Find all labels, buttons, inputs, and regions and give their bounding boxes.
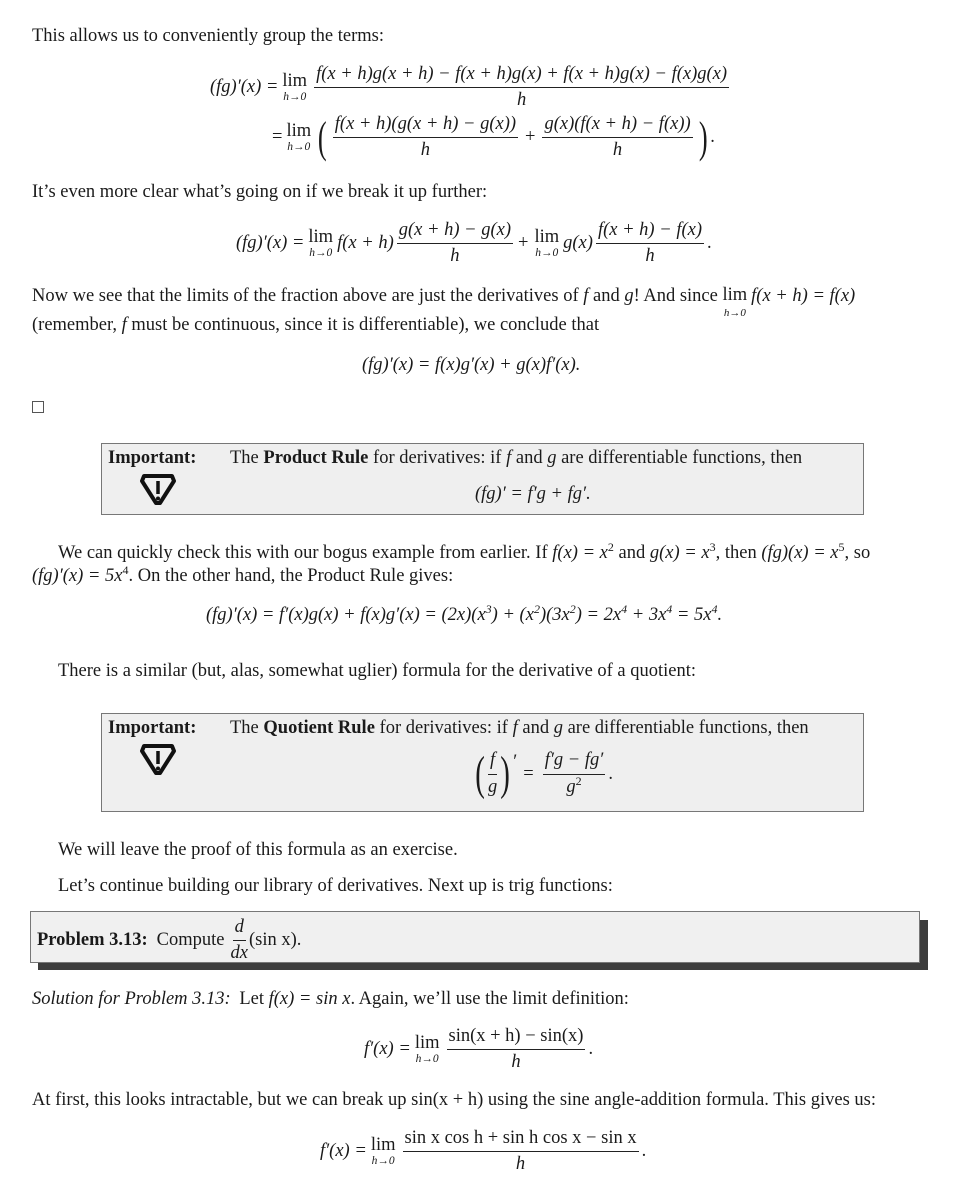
right-paren: ) xyxy=(500,747,511,800)
rule-name: Product Rule xyxy=(263,448,369,468)
inline-limit xyxy=(722,286,747,319)
var-g: g xyxy=(553,718,563,738)
math: (fg)′(x) = f′(x)g(x) + f(x)g′(x) = (2x)(x xyxy=(206,605,486,625)
problem-box xyxy=(30,911,920,963)
product-rule-check xyxy=(206,602,723,626)
lim-subscript: h→0 xyxy=(723,306,746,319)
eq6-limit xyxy=(415,1034,440,1066)
bogus-example-line1 xyxy=(58,540,871,564)
eq7-limit xyxy=(371,1136,396,1168)
text: . Again, we’ll use the limit definition: xyxy=(350,989,629,1009)
derivatives-paragraph-line2 xyxy=(32,315,599,336)
text: must be continuous, since it is differentiable), we conclude that xyxy=(126,315,600,335)
equals: = xyxy=(523,763,534,784)
lim-text: lim xyxy=(370,1134,396,1155)
right-paren: ) xyxy=(698,112,708,162)
sine-limit-definition xyxy=(364,1026,593,1074)
eq3-numerator-1: g(x + h) − g(x) xyxy=(397,220,513,244)
var-f: f xyxy=(583,286,589,306)
exponent: 2 xyxy=(575,773,582,788)
text: are differentiable functions, then xyxy=(556,448,803,468)
math: (fg)′(x) = 5x xyxy=(32,566,123,586)
trig-intro-paragraph: Let’s continue building our library of derivatives. Next up is trig functions: xyxy=(58,876,613,896)
text: and xyxy=(613,543,650,563)
important-text xyxy=(230,718,809,739)
math: ) + (x xyxy=(491,605,534,625)
exercise-paragraph: We will leave the proof of this formula as an exercise. xyxy=(58,840,458,860)
important-box-product-rule xyxy=(101,443,864,515)
eq3-term-1: f(x + h) xyxy=(337,233,394,254)
eq3-limit-1 xyxy=(308,228,333,260)
eq6-lhs: f′(x) = xyxy=(364,1039,411,1060)
warning-icon xyxy=(140,472,176,506)
lhs-numerator: f xyxy=(488,750,497,774)
problem-expression: (sin x). xyxy=(248,930,302,951)
lim-text: lim xyxy=(282,70,308,91)
period: . xyxy=(588,1039,594,1060)
eq2-numerator-2: g(x)(f(x + h) − f(x)) xyxy=(542,114,692,138)
eq6-numerator: sin(x + h) − sin(x) xyxy=(447,1026,586,1050)
eq2-fraction-1 xyxy=(333,114,518,162)
text: , so xyxy=(844,543,871,563)
eq1-numerator: f(x + h)g(x + h) − f(x + h)g(x) + f(x + h)g(x) − f(x)g(x) xyxy=(314,64,729,88)
eq3-lhs: (fg)′(x) = xyxy=(236,233,305,254)
exponent: 4 xyxy=(711,602,718,616)
rhs-fraction xyxy=(543,750,606,798)
text: and xyxy=(588,286,625,306)
qed-symbol xyxy=(32,401,44,413)
text: . On the other hand, the Product Rule gives: xyxy=(128,566,454,586)
eq7-fraction xyxy=(403,1128,639,1176)
text: The xyxy=(230,718,264,738)
plus-sign: + xyxy=(518,233,529,254)
eq2-numerator-1: f(x + h)(g(x + h) − g(x)) xyxy=(333,114,518,138)
product-rule-result: (fg)′(x) = f(x)g′(x) + g(x)f′(x). xyxy=(362,355,581,375)
period: . xyxy=(710,127,715,148)
derivative-operator xyxy=(230,917,247,965)
text: (remember, xyxy=(32,315,122,335)
eq2-limit xyxy=(286,122,311,154)
period: . xyxy=(641,1141,647,1162)
sine-expanded-limit xyxy=(320,1128,646,1176)
important-label: Important: xyxy=(108,448,197,468)
eq1-limit xyxy=(282,72,307,104)
var-f: f xyxy=(512,718,518,738)
eq1-lhs: (fg)′(x) = xyxy=(210,77,279,98)
exponent: 4 xyxy=(666,602,673,616)
var-f: f xyxy=(121,315,127,335)
lim-subscript: h→0 xyxy=(371,1155,395,1168)
lim-subscript: h→0 xyxy=(535,247,559,260)
problem-text: Compute xyxy=(156,930,225,951)
eq1-denominator: h xyxy=(516,90,527,111)
text: We can quickly check this with our bogus example from earlier. If xyxy=(58,543,553,563)
important-box-quotient-rule xyxy=(101,713,864,812)
equation-group-terms xyxy=(210,64,732,112)
problem-label: Problem 3.13: xyxy=(37,930,148,951)
var-g: g xyxy=(547,448,557,468)
math: = 5x xyxy=(672,605,712,625)
period: . xyxy=(608,763,613,784)
math: f(x) = x xyxy=(552,543,608,563)
exponent: 4 xyxy=(122,563,129,577)
lim-text: lim xyxy=(534,226,560,247)
eq3-numerator-2: f(x + h) − f(x) xyxy=(596,220,704,244)
lim-text: lim xyxy=(722,285,748,305)
exponent: 2 xyxy=(533,602,540,616)
quotient-rule-formula xyxy=(472,747,613,800)
text: using the sine angle-addition formula. This gives us: xyxy=(483,1090,876,1110)
eq7-numerator: sin x cos h + sin h cos x − sin x xyxy=(403,1128,639,1152)
left-paren: ( xyxy=(475,747,485,800)
eq2-fraction-2 xyxy=(542,114,692,162)
equation-factored xyxy=(272,114,715,162)
prime: ′ xyxy=(513,752,518,772)
text: At first, this looks intractable, but we can break up xyxy=(32,1090,412,1110)
math: g(x) = x xyxy=(649,543,710,563)
eq3-denominator-2: h xyxy=(645,246,655,267)
text: are differentiable functions, then xyxy=(562,718,809,738)
text: , then xyxy=(715,543,762,563)
lim-subscript: h→0 xyxy=(415,1053,439,1066)
warning-icon xyxy=(140,742,176,776)
eq7-denominator: h xyxy=(515,1154,526,1175)
text: ! And since xyxy=(633,286,723,306)
important-label: Important: xyxy=(108,718,197,738)
math: (fg)(x) = x xyxy=(761,543,839,563)
equation-split-limits xyxy=(236,220,712,268)
eq3-term-2: g(x) xyxy=(563,233,593,254)
product-rule-formula: (fg)′ = f′g + fg′. xyxy=(475,484,591,504)
lim-subscript: h→0 xyxy=(283,91,307,104)
exponent: 5 xyxy=(838,540,845,554)
math: g xyxy=(566,776,576,797)
break-up-paragraph: It’s even more clear what’s going on if we break it up further: xyxy=(32,182,488,202)
math: f(x) = sin x xyxy=(268,989,351,1009)
problem-statement xyxy=(37,917,301,965)
lim-text: lim xyxy=(308,226,334,247)
text: The xyxy=(230,448,264,468)
lhs-fraction xyxy=(488,750,497,798)
important-text xyxy=(230,448,802,469)
rule-name: Quotient Rule xyxy=(263,718,375,738)
exponent: 3 xyxy=(709,540,716,554)
eq3-denominator-1: h xyxy=(450,246,460,267)
rhs-denominator xyxy=(566,775,581,798)
lim-subscript: h→0 xyxy=(309,247,333,260)
lim-subscript: h→0 xyxy=(287,141,311,154)
d-numerator: d xyxy=(233,917,246,941)
limit-expression: f(x + h) = f(x) xyxy=(751,286,856,306)
var-g: g xyxy=(624,286,634,306)
exponent: 2 xyxy=(607,540,614,554)
period: . xyxy=(707,233,712,254)
solution-intro xyxy=(32,989,629,1010)
eq2-denominator-1: h xyxy=(420,140,431,161)
left-paren: ( xyxy=(318,112,327,162)
text: for derivatives: if xyxy=(368,448,507,468)
text: and xyxy=(511,448,548,468)
exponent: 4 xyxy=(621,602,628,616)
math: ) = 2x xyxy=(575,605,622,625)
quotient-intro-paragraph: There is a similar (but, alas, somewhat uglier) formula for the derivative of a quotient: xyxy=(58,661,697,681)
d-denominator: dx xyxy=(230,943,248,964)
eq2-equals: = xyxy=(272,127,283,148)
plus-sign: + xyxy=(525,127,536,148)
eq6-fraction xyxy=(447,1026,586,1074)
text: Now we see that the limits of the fraction above are just the derivatives of xyxy=(32,286,584,306)
lhs-denominator: g xyxy=(487,776,498,797)
derivatives-paragraph-line1 xyxy=(32,286,855,319)
lim-text: lim xyxy=(286,120,312,141)
eq3-fraction-2 xyxy=(596,220,704,268)
math: . xyxy=(717,605,723,625)
bogus-example-line2 xyxy=(32,563,454,587)
angle-addition-paragraph xyxy=(32,1090,876,1111)
eq2-denominator-2: h xyxy=(612,140,623,161)
var-f: f xyxy=(506,448,512,468)
eq7-lhs: f′(x) = xyxy=(320,1141,367,1162)
math: )(3x xyxy=(539,605,570,625)
math: sin(x + h) xyxy=(411,1090,484,1110)
eq6-denominator: h xyxy=(511,1052,521,1073)
eq3-fraction-1 xyxy=(397,220,513,268)
text: Let xyxy=(239,989,269,1009)
solution-label: Solution for Problem 3.13: xyxy=(32,989,231,1009)
rhs-numerator: f′g − fg′ xyxy=(543,750,606,774)
text: for derivatives: if xyxy=(374,718,513,738)
eq3-limit-2 xyxy=(534,228,559,260)
lim-text: lim xyxy=(414,1032,440,1053)
text: and xyxy=(517,718,554,738)
eq1-fraction xyxy=(314,64,729,112)
exponent: 2 xyxy=(569,602,576,616)
math: + 3x xyxy=(627,605,667,625)
exponent: 3 xyxy=(485,602,492,616)
intro-paragraph: This allows us to conveniently group the terms: xyxy=(32,26,384,46)
